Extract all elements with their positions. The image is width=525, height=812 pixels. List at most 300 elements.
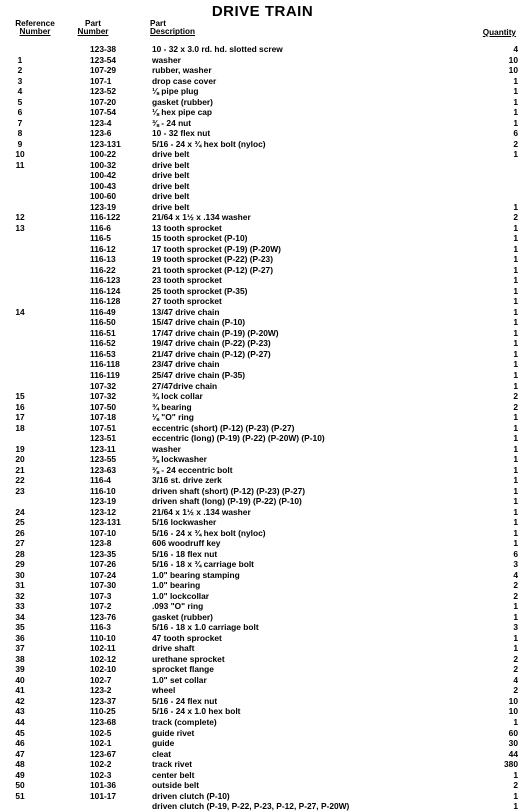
part-number-cell: 100-42 bbox=[90, 170, 117, 181]
part-description-cell: 25/47 drive chain (P-35) bbox=[152, 369, 246, 380]
ref-number-cell bbox=[0, 191, 40, 202]
part-description-cell: eccentric (long) (P-19) (P-22) (P-20W) (P-10) bbox=[152, 433, 325, 444]
ref-number-cell: 45 bbox=[15, 727, 25, 738]
quantity-cell: 1 bbox=[513, 149, 518, 160]
quantity-cell: 4 bbox=[513, 569, 518, 580]
quantity-cell: 1 bbox=[513, 433, 518, 444]
ref-number-cell: 41 bbox=[15, 685, 25, 696]
part-description-cell: outside belt bbox=[152, 780, 199, 791]
part-description-cell: drive shaft bbox=[152, 643, 195, 654]
table-row bbox=[0, 44, 525, 55]
ref-number-cell: 36 bbox=[15, 632, 25, 643]
table-row bbox=[0, 549, 525, 560]
table-row bbox=[0, 538, 525, 549]
table-row bbox=[0, 307, 525, 318]
column-spacer bbox=[40, 223, 90, 234]
part-number-cell: 100-22 bbox=[90, 149, 117, 160]
quantity-cell: 1 bbox=[513, 485, 518, 496]
part-description-cell: 17 tooth sprocket (P-19) (P-20W) bbox=[152, 243, 281, 254]
ref-number-cell bbox=[0, 286, 40, 297]
ref-number-cell bbox=[0, 349, 40, 360]
column-spacer bbox=[40, 465, 90, 476]
part-description-cell: 27/47drive chain bbox=[152, 380, 218, 391]
quantity-cell: 10 bbox=[508, 54, 518, 65]
quantity-cell: 2 bbox=[513, 212, 518, 223]
header-quantity bbox=[470, 29, 516, 37]
column-spacer bbox=[40, 359, 90, 370]
column-spacer bbox=[40, 307, 90, 318]
column-spacer bbox=[40, 770, 90, 781]
ref-number-cell bbox=[0, 170, 40, 181]
part-number-cell: 116-12 bbox=[90, 243, 116, 254]
column-spacer bbox=[40, 591, 90, 602]
part-number-cell: 123-11 bbox=[90, 443, 116, 454]
column-spacer bbox=[40, 139, 90, 150]
ref-number-cell: 14 bbox=[15, 306, 25, 317]
part-description-cell: drive belt bbox=[152, 149, 190, 160]
part-description-cell: track rivet bbox=[152, 759, 193, 770]
column-spacer bbox=[40, 738, 90, 749]
quantity-cell: 1 bbox=[513, 75, 518, 86]
ref-number-cell bbox=[0, 496, 40, 507]
table-row bbox=[0, 76, 525, 87]
column-spacer bbox=[40, 507, 90, 518]
quantity-cell: 1 bbox=[513, 233, 518, 244]
column-spacer bbox=[40, 612, 90, 623]
header-part-number bbox=[64, 20, 122, 37]
ref-number-cell: 29 bbox=[15, 559, 25, 570]
table-row bbox=[0, 791, 525, 802]
quantity-cell: 2 bbox=[513, 664, 518, 675]
table-row bbox=[0, 801, 525, 812]
part-number-cell: 107-32 bbox=[90, 380, 117, 391]
part-description-cell: drive belt bbox=[152, 191, 190, 202]
table-row bbox=[0, 381, 525, 392]
ref-number-cell: 40 bbox=[15, 674, 25, 685]
quantity-cell: 1 bbox=[513, 717, 518, 727]
part-description-cell: driven shaft (short) (P-12) (P-23) (P-27) bbox=[152, 485, 306, 496]
table-row bbox=[0, 496, 525, 507]
table-row bbox=[0, 202, 525, 213]
column-spacer bbox=[40, 496, 90, 507]
parts-table bbox=[0, 44, 525, 812]
ref-number-cell: 8 bbox=[17, 128, 23, 139]
ref-number-cell: 3 bbox=[17, 75, 23, 86]
ref-number-cell bbox=[0, 370, 40, 381]
ref-number-cell: 6 bbox=[17, 107, 23, 118]
ref-number-cell: 22 bbox=[15, 475, 25, 486]
part-number-cell: 123-19 bbox=[90, 496, 117, 507]
quantity-cell bbox=[492, 170, 518, 181]
part-number-cell: 107-3 bbox=[90, 590, 112, 601]
part-number-cell: 116-119 bbox=[90, 369, 120, 380]
table-row bbox=[0, 759, 525, 770]
part-description-cell: drive belt bbox=[152, 180, 190, 191]
part-description-cell: ¾ lock collar bbox=[152, 391, 203, 402]
column-spacer bbox=[40, 170, 90, 181]
part-number-cell: 116-10 bbox=[90, 485, 116, 496]
ref-number-cell: 43 bbox=[15, 706, 25, 717]
table-row bbox=[0, 475, 525, 486]
column-spacer bbox=[40, 559, 90, 570]
part-number-cell: 123-2 bbox=[90, 685, 112, 696]
part-description-cell: driven clutch (P-10) bbox=[152, 790, 230, 801]
part-description-cell: 5/16 - 24 x 1.0 hex bolt bbox=[152, 706, 241, 717]
quantity-cell: 1 bbox=[513, 790, 518, 801]
table-row bbox=[0, 254, 525, 265]
column-spacer bbox=[40, 107, 90, 118]
ref-number-cell: 26 bbox=[15, 527, 25, 538]
part-description-cell: 1.0" lockcollar bbox=[152, 590, 210, 601]
quantity-cell: 2 bbox=[513, 653, 518, 664]
quantity-cell: 2 bbox=[513, 580, 518, 591]
column-spacer bbox=[40, 654, 90, 665]
part-description-cell: 5/16 - 18 x 1.0 carriage bolt bbox=[152, 622, 259, 633]
part-number-cell: 102-7 bbox=[90, 674, 112, 685]
table-row bbox=[0, 591, 525, 602]
table-row bbox=[0, 685, 525, 696]
quantity-cell: 1 bbox=[513, 517, 518, 528]
quantity-cell: 1 bbox=[513, 443, 518, 454]
part-description-cell: gasket (rubber) bbox=[152, 611, 213, 622]
ref-number-cell: 12 bbox=[15, 212, 25, 223]
quantity-cell: 1 bbox=[513, 632, 518, 643]
part-description-cell: 1.0" bearing stamping bbox=[152, 569, 240, 580]
quantity-cell: 1 bbox=[513, 475, 518, 486]
part-description-cell: driven clutch (P-19, P-22, P-23, P-12, P-27, P-20W) bbox=[152, 801, 350, 812]
ref-number-cell: 50 bbox=[15, 780, 25, 791]
part-description-cell: 19/47 drive chain (P-22) (P-23) bbox=[152, 338, 271, 349]
ref-number-cell: 9 bbox=[17, 138, 23, 149]
column-spacer bbox=[40, 538, 90, 549]
part-number-cell: 110-25 bbox=[90, 706, 116, 717]
quantity-cell: 1 bbox=[513, 496, 518, 507]
column-spacer bbox=[40, 570, 90, 581]
part-description-cell: ⅜ lockwasher bbox=[152, 454, 207, 465]
part-number-cell: 107-50 bbox=[90, 401, 117, 412]
table-row bbox=[0, 338, 525, 349]
ref-number-cell: 17 bbox=[15, 412, 25, 423]
ref-number-cell: 28 bbox=[15, 548, 25, 559]
quantity-cell: 1 bbox=[513, 96, 518, 107]
table-row bbox=[0, 507, 525, 518]
header-desc-line1: Part bbox=[150, 19, 166, 28]
part-number-cell: 102-10 bbox=[90, 664, 117, 675]
quantity-cell: 1 bbox=[513, 769, 518, 780]
table-row bbox=[0, 128, 525, 139]
part-description-cell: sprocket flange bbox=[152, 664, 214, 675]
part-number-cell: 102-2 bbox=[90, 759, 112, 770]
part-number-cell: 123-12 bbox=[90, 506, 117, 517]
ref-number-cell: 10 bbox=[15, 149, 25, 160]
column-spacer bbox=[40, 191, 90, 202]
quantity-cell bbox=[492, 181, 518, 192]
column-spacer bbox=[40, 801, 90, 812]
column-spacer bbox=[40, 706, 90, 717]
column-spacer bbox=[40, 381, 90, 392]
table-row bbox=[0, 559, 525, 570]
ref-number-cell bbox=[0, 338, 40, 349]
ref-number-cell: 30 bbox=[15, 569, 25, 580]
ref-number-cell: 38 bbox=[15, 653, 25, 664]
column-spacer bbox=[40, 202, 90, 213]
part-description-cell: 5/16 - 18 flex nut bbox=[152, 548, 218, 559]
column-spacer bbox=[40, 549, 90, 560]
part-description-cell: cleat bbox=[152, 748, 172, 759]
part-description-cell: eccentric (short) (P-12) (P-23) (P-27) bbox=[152, 422, 295, 433]
column-spacer bbox=[40, 475, 90, 486]
ref-number-cell: 37 bbox=[15, 643, 25, 654]
part-number-cell: 107-30 bbox=[90, 580, 117, 591]
part-description-cell: 25 tooth sprocket (P-35) bbox=[152, 285, 248, 296]
part-number-cell: 123-6 bbox=[90, 128, 112, 139]
ref-number-cell bbox=[0, 202, 40, 213]
part-number-cell: 102-12 bbox=[90, 653, 117, 664]
ref-number-cell: 15 bbox=[15, 391, 25, 402]
column-spacer bbox=[40, 580, 90, 591]
table-row bbox=[0, 265, 525, 276]
part-number-cell: 101-36 bbox=[90, 780, 117, 791]
quantity-cell: 10 bbox=[508, 695, 518, 706]
table-row bbox=[0, 633, 525, 644]
part-number-cell: 123-8 bbox=[90, 538, 112, 549]
header-part-description bbox=[150, 20, 195, 37]
table-row bbox=[0, 412, 525, 423]
part-number-cell: 107-24 bbox=[90, 569, 117, 580]
column-spacer bbox=[40, 181, 90, 192]
part-number-cell: 107-10 bbox=[90, 527, 117, 538]
table-row bbox=[0, 118, 525, 129]
table-row bbox=[0, 328, 525, 339]
quantity-cell: 1 bbox=[513, 285, 518, 296]
quantity-cell: 1 bbox=[513, 86, 518, 97]
column-spacer bbox=[40, 675, 90, 686]
part-number-cell: 100-32 bbox=[90, 159, 117, 170]
column-spacer bbox=[40, 160, 90, 171]
ref-number-cell: 42 bbox=[15, 695, 25, 706]
column-spacer bbox=[40, 149, 90, 160]
table-row bbox=[0, 97, 525, 108]
quantity-cell: 1 bbox=[513, 369, 518, 380]
part-number-cell: 123-67 bbox=[90, 748, 117, 759]
column-spacer bbox=[40, 391, 90, 402]
quantity-cell: 10 bbox=[508, 706, 518, 717]
part-number-cell: 123-68 bbox=[90, 717, 117, 727]
quantity-cell: 1 bbox=[513, 107, 518, 118]
column-spacer bbox=[40, 286, 90, 297]
ref-number-cell bbox=[0, 801, 40, 812]
table-row bbox=[0, 233, 525, 244]
ref-number-cell: 23 bbox=[15, 485, 25, 496]
table-row bbox=[0, 570, 525, 581]
table-row bbox=[0, 738, 525, 749]
ref-number-cell: 24 bbox=[15, 506, 25, 517]
column-spacer bbox=[40, 433, 90, 444]
part-description-cell: ⅜ - 24 nut bbox=[152, 117, 192, 128]
ref-number-cell: 31 bbox=[15, 580, 25, 591]
column-spacer bbox=[40, 328, 90, 339]
part-number-cell: 107-29 bbox=[90, 65, 117, 76]
column-spacer bbox=[40, 412, 90, 423]
table-row bbox=[0, 454, 525, 465]
table-row bbox=[0, 486, 525, 497]
header-reference-number bbox=[6, 20, 64, 37]
ref-number-cell bbox=[0, 381, 40, 392]
quantity-cell: 2 bbox=[513, 401, 518, 412]
part-description-cell: ⅛ hex pipe cap bbox=[152, 107, 213, 118]
table-row bbox=[0, 770, 525, 781]
ref-number-cell: 5 bbox=[17, 96, 23, 107]
ref-number-cell bbox=[0, 44, 40, 55]
table-row bbox=[0, 181, 525, 192]
quantity-cell: 1 bbox=[513, 506, 518, 517]
header-ref-line2: Number bbox=[19, 27, 51, 37]
part-number-cell: 123-37 bbox=[90, 695, 117, 706]
table-row bbox=[0, 275, 525, 286]
column-spacer bbox=[40, 444, 90, 455]
part-number-cell: 116-22 bbox=[90, 264, 116, 275]
quantity-cell: 1 bbox=[513, 338, 518, 349]
part-number-cell: 116-118 bbox=[90, 359, 120, 370]
ref-number-cell: 51 bbox=[15, 790, 25, 801]
part-description-cell: 23/47 drive chain bbox=[152, 359, 220, 370]
column-spacer bbox=[40, 717, 90, 728]
part-description-cell: 5/16 - 24 flex nut bbox=[152, 695, 218, 706]
column-spacer bbox=[40, 55, 90, 66]
part-number-cell: 110-10 bbox=[90, 632, 116, 643]
column-spacer bbox=[40, 685, 90, 696]
part-description-cell: 21 tooth sprocket (P-12) (P-27) bbox=[152, 264, 273, 275]
ref-number-cell: 18 bbox=[15, 422, 25, 433]
part-description-cell: 5/16 - 24 x ¾ hex bolt (nyloc) bbox=[152, 138, 266, 149]
part-number-cell: 107-26 bbox=[90, 559, 117, 570]
quantity-cell: 1 bbox=[513, 348, 518, 359]
table-row bbox=[0, 706, 525, 717]
quantity-cell: 6 bbox=[513, 548, 518, 559]
table-row bbox=[0, 370, 525, 381]
part-number-cell: 123-35 bbox=[90, 548, 117, 559]
quantity-cell: 10 bbox=[508, 65, 518, 76]
part-number-cell: 116-4 bbox=[90, 475, 111, 486]
ref-number-cell bbox=[0, 328, 40, 339]
part-description-cell: ¾ bearing bbox=[152, 401, 192, 412]
part-description-cell: 47 tooth sprocket bbox=[152, 632, 222, 643]
part-description-cell: 19 tooth sprocket (P-22) (P-23) bbox=[152, 254, 273, 265]
part-description-cell: drive belt bbox=[152, 201, 190, 212]
quantity-cell: 1 bbox=[513, 359, 518, 370]
quantity-cell: 1 bbox=[513, 601, 518, 612]
table-row bbox=[0, 170, 525, 181]
quantity-cell: 2 bbox=[513, 780, 518, 791]
quantity-cell: 1 bbox=[513, 454, 518, 465]
part-number-cell: 116-52 bbox=[90, 338, 116, 349]
quantity-cell: 30 bbox=[508, 738, 518, 749]
column-spacer bbox=[40, 696, 90, 707]
table-row bbox=[0, 317, 525, 328]
quantity-cell: 4 bbox=[513, 674, 518, 685]
column-spacer bbox=[40, 643, 90, 654]
quantity-cell: 2 bbox=[513, 590, 518, 601]
part-number-cell: 116-3 bbox=[90, 622, 111, 633]
part-number-cell: 116-53 bbox=[90, 348, 116, 359]
part-number-cell: 102-3 bbox=[90, 769, 112, 780]
quantity-cell bbox=[492, 191, 518, 202]
column-spacer bbox=[40, 633, 90, 644]
part-number-cell: 123-131 bbox=[90, 138, 121, 149]
ref-number-cell bbox=[0, 275, 40, 286]
table-row bbox=[0, 402, 525, 413]
header-part-line2: Number bbox=[77, 27, 109, 37]
ref-number-cell: 16 bbox=[15, 401, 25, 412]
quantity-cell: 1 bbox=[513, 422, 518, 433]
part-number-cell: 123-131 bbox=[90, 517, 121, 528]
column-spacer bbox=[40, 244, 90, 255]
part-description-cell: drive belt bbox=[152, 170, 190, 181]
table-row bbox=[0, 86, 525, 97]
header-qty-label: Quantity bbox=[482, 28, 516, 37]
column-spacer bbox=[40, 601, 90, 612]
part-description-cell: ⅛ "O" ring bbox=[152, 412, 194, 423]
part-description-cell: urethane sprocket bbox=[152, 653, 225, 664]
part-description-cell: guide rivet bbox=[152, 727, 195, 738]
table-row bbox=[0, 423, 525, 434]
table-row bbox=[0, 149, 525, 160]
part-description-cell: 21/47 drive chain (P-12) (P-27) bbox=[152, 348, 271, 359]
table-row bbox=[0, 780, 525, 791]
table-row bbox=[0, 107, 525, 118]
quantity-cell: 1 bbox=[513, 643, 518, 654]
table-row bbox=[0, 212, 525, 223]
column-spacer bbox=[40, 296, 90, 307]
part-description-cell: 15/47 drive chain (P-10) bbox=[152, 317, 246, 328]
ref-number-cell bbox=[0, 244, 40, 255]
quantity-cell bbox=[492, 160, 518, 171]
quantity-cell: 2 bbox=[513, 138, 518, 149]
part-description-cell: 10 - 32 x 3.0 rd. hd. slotted screw bbox=[152, 44, 283, 54]
part-number-cell: 123-51 bbox=[90, 433, 117, 444]
quantity-cell: 1 bbox=[513, 538, 518, 549]
part-description-cell: ⅛ pipe plug bbox=[152, 86, 199, 97]
quantity-cell: 1 bbox=[513, 264, 518, 275]
ref-number-cell bbox=[0, 254, 40, 265]
part-description-cell: rubber, washer bbox=[152, 65, 212, 76]
part-description-cell: 13/47 drive chain bbox=[152, 306, 220, 317]
part-description-cell: 10 - 32 flex nut bbox=[152, 128, 211, 139]
column-spacer bbox=[40, 317, 90, 328]
quantity-cell: 6 bbox=[513, 128, 518, 139]
part-number-cell: 107-18 bbox=[90, 412, 117, 423]
quantity-cell: 1 bbox=[513, 412, 518, 423]
quantity-cell: 44 bbox=[508, 748, 518, 759]
ref-number-cell bbox=[0, 359, 40, 370]
part-number-cell: 123-76 bbox=[90, 611, 117, 622]
part-number-cell: 102-11 bbox=[90, 643, 116, 654]
quantity-cell: 380 bbox=[504, 759, 518, 770]
part-number-cell: 123-38 bbox=[90, 44, 117, 54]
part-description-cell: 15 tooth sprocket (P-10) bbox=[152, 233, 248, 244]
quantity-cell: 1 bbox=[513, 243, 518, 254]
part-number-cell: 116-122 bbox=[90, 212, 121, 223]
ref-number-cell: 21 bbox=[15, 464, 25, 475]
table-row bbox=[0, 612, 525, 623]
column-spacer bbox=[40, 454, 90, 465]
column-spacer bbox=[40, 728, 90, 739]
ref-number-cell: 25 bbox=[15, 517, 25, 528]
ref-number-cell: 35 bbox=[15, 622, 25, 633]
page-title: DRIVE TRAIN bbox=[211, 3, 314, 20]
table-row bbox=[0, 528, 525, 539]
part-number-cell: 116-13 bbox=[90, 254, 116, 265]
